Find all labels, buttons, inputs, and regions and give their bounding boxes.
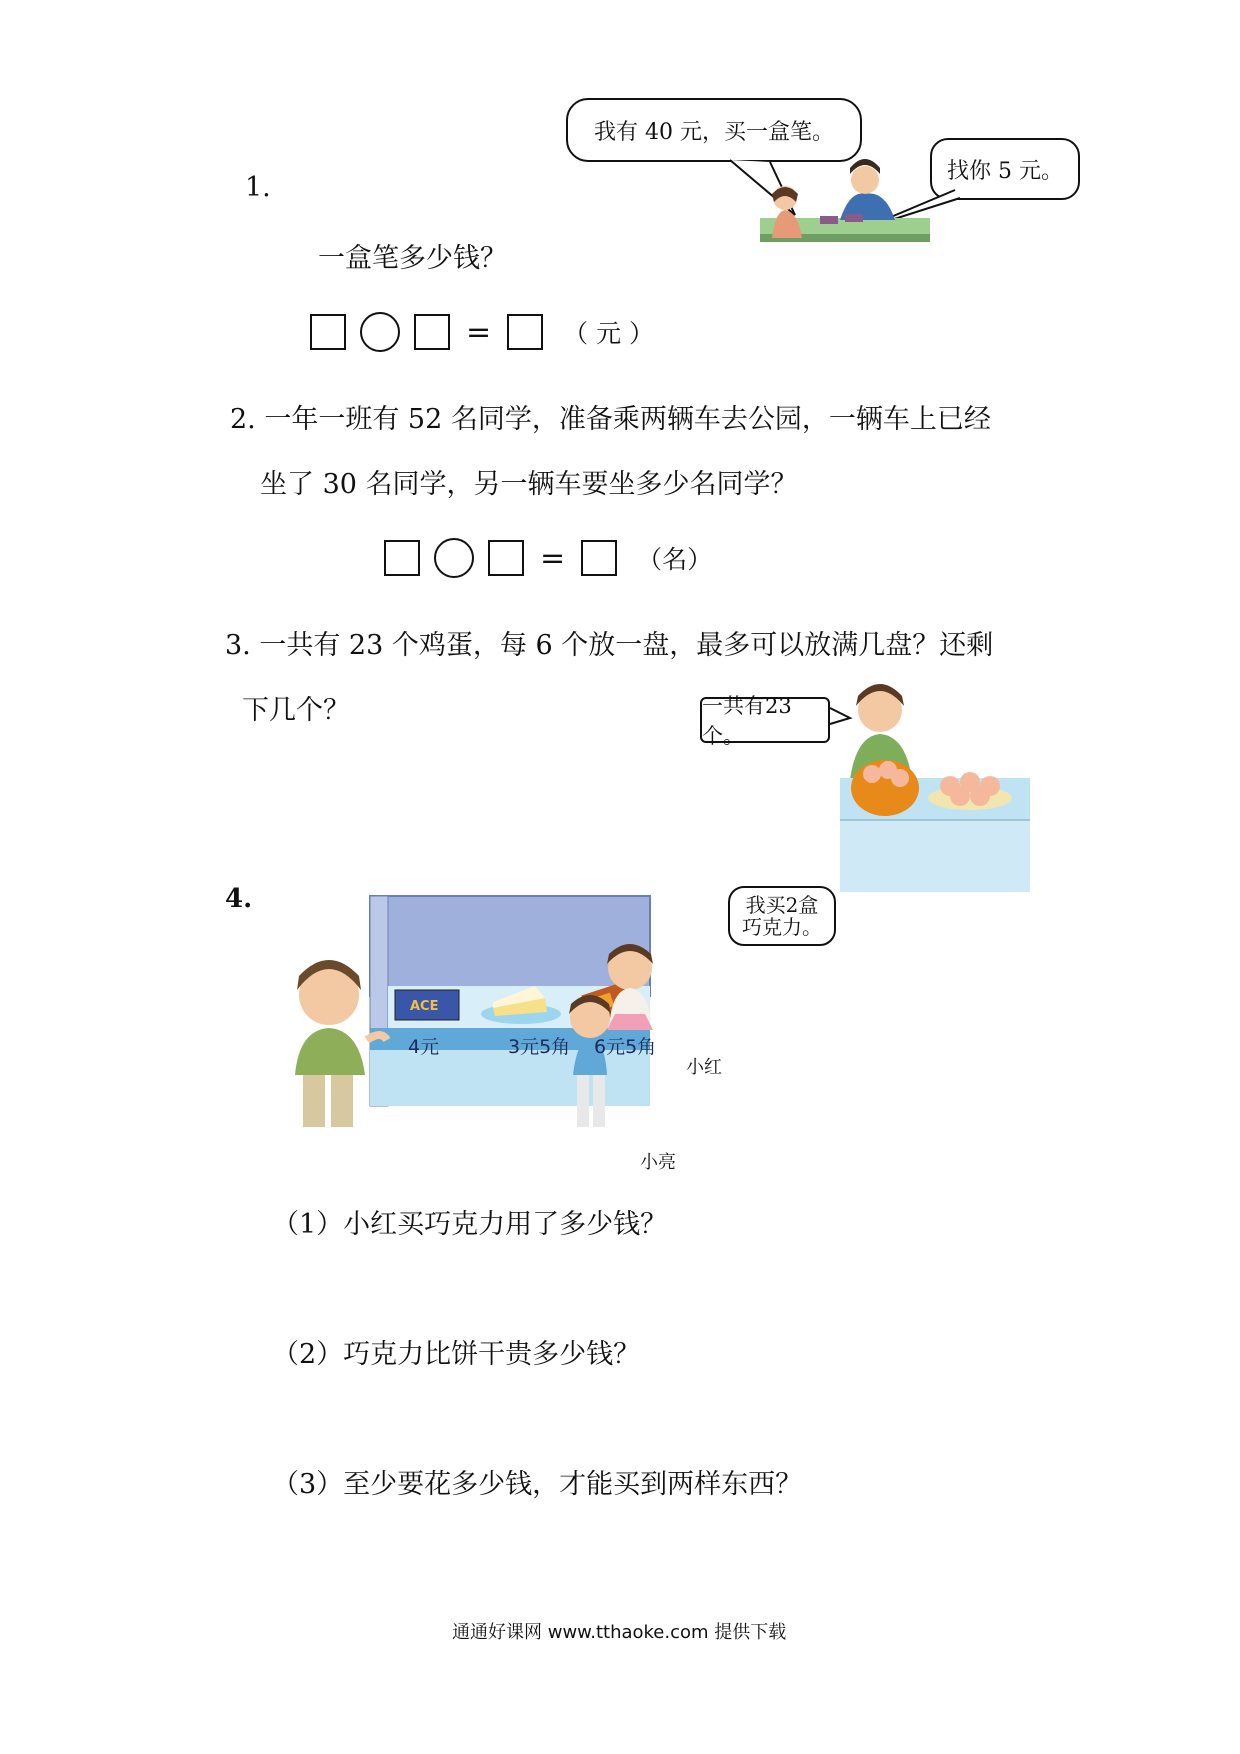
- price-biscuit: 4元: [408, 1036, 440, 1058]
- q3-eggs-illustration: [820, 670, 1030, 895]
- q1-unit: （ 元 ）: [563, 319, 655, 348]
- q1-answer-box-1[interactable]: [310, 314, 346, 350]
- q4-number: 4.: [225, 884, 253, 914]
- q1-clerk-speech-text: 找你 5 元。: [947, 158, 1063, 184]
- q1-equation: [310, 312, 654, 352]
- q3-text-line2: 下几个？: [242, 695, 350, 726]
- q1-question: 一盒笔多少钱？: [318, 243, 507, 274]
- price-cake: 3元5角: [508, 1036, 571, 1058]
- q1-number: 1.: [245, 172, 271, 203]
- q2-text-line1: 2. 一年一班有 52 名同学，准备乘两辆车去公园，一辆车上已经: [230, 404, 991, 435]
- q1-result-box[interactable]: [507, 314, 543, 350]
- biscuit-label: ACE: [410, 999, 439, 1014]
- q1-equals-sign: =: [466, 314, 492, 350]
- name-girl: 小红: [686, 1057, 722, 1078]
- q2-equation: [384, 538, 712, 578]
- q3-speech-bubble: [700, 694, 830, 748]
- q2-result-box[interactable]: [581, 540, 617, 576]
- q4-speech-line2: 巧克力。: [742, 915, 822, 939]
- q1-answer-box-2[interactable]: [414, 314, 450, 350]
- q2-equals-sign: =: [540, 540, 566, 576]
- q3-speech-text: 一共有23个。: [702, 694, 792, 748]
- q1-operator-circle[interactable]: [360, 312, 400, 352]
- q2-text-line2: 坐了 30 名同学，另一辆车要坐多少名同学？: [260, 469, 798, 500]
- q2-answer-box-2[interactable]: [488, 540, 524, 576]
- page-footer: 通通好课网 www.tthaoke.com 提供下载: [452, 1622, 787, 1643]
- q2-operator-circle[interactable]: [434, 538, 474, 578]
- q4-shop-illustration: [285, 890, 745, 1170]
- q3-text-line1: 3. 一共有 23 个鸡蛋，每 6 个放一盘，最多可以放满几盘？还剩: [225, 630, 994, 661]
- q1-shop-illustration: [560, 150, 1100, 260]
- q4-sub2: （2）巧克力比饼干贵多少钱？: [272, 1339, 641, 1370]
- q2-answer-box-1[interactable]: [384, 540, 420, 576]
- q4-sub3: （3）至少要花多少钱，才能买到两样东西？: [272, 1469, 803, 1500]
- price-chocolate: 6元5角: [594, 1036, 657, 1058]
- q4-speech-line1: 我买2盒: [745, 893, 819, 917]
- q2-unit: （名）: [637, 545, 713, 574]
- q1-girl-speech-text: 我有 40 元，买一盒笔。: [594, 119, 834, 145]
- name-boy: 小亮: [640, 1152, 676, 1173]
- q4-sub1: （1）小红买巧克力用了多少钱？: [272, 1209, 668, 1240]
